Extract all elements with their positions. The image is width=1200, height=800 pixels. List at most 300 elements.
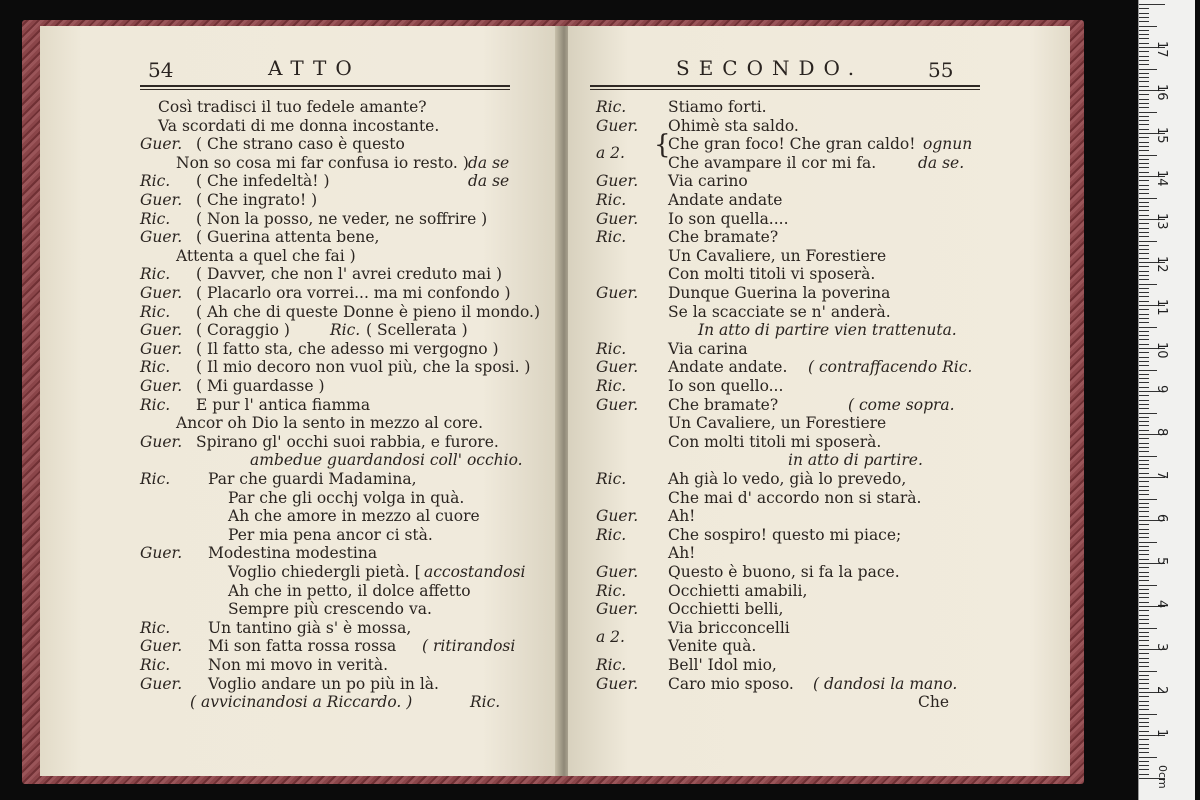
ruler-number: 11 <box>1154 299 1169 316</box>
ruler-tick <box>1139 503 1149 504</box>
stage-direction: ( dandosi la mano. <box>813 674 958 693</box>
ruler-tick <box>1139 507 1149 508</box>
speaker-label: Ric. <box>140 656 171 674</box>
verse-line: Mi son fatta rossa rossa <box>208 637 397 656</box>
left-header-rule <box>140 85 510 90</box>
verse-line: Non mi movo in verità. <box>208 656 388 674</box>
ruler-tick <box>1139 585 1157 586</box>
ruler-tick <box>1139 296 1149 297</box>
speaker-label: Ric. <box>596 228 627 247</box>
ruler-tick <box>1139 619 1149 620</box>
verse-line: Voglio chiedergli pietà. [ <box>228 563 421 581</box>
speaker-label: Ric. <box>140 209 171 228</box>
verse-line: Che mai d' accordo non si starà. <box>668 488 922 507</box>
speaker-label: Guer. <box>140 228 183 247</box>
speaker-label: Ric. <box>596 525 627 544</box>
verse-line: Bell' Idol mio, <box>668 656 777 674</box>
ruler-tick <box>1139 593 1149 594</box>
ruler-tick <box>1139 365 1149 366</box>
ruler-tick <box>1139 769 1149 770</box>
ruler-number: 4 <box>1154 600 1169 609</box>
speaker-label: Guer. <box>140 637 183 656</box>
ruler-tick <box>1139 731 1149 732</box>
speaker-label: Ric. <box>596 98 627 116</box>
verse-line: Par che gli occhj volga in quà. <box>228 488 465 507</box>
ruler-tick <box>1139 408 1149 409</box>
speaker-label: Guer. <box>140 284 183 302</box>
ruler-tick <box>1139 112 1157 113</box>
ruler-tick <box>1139 382 1149 383</box>
ruler-tick <box>1139 17 1149 18</box>
speaker-label: Guer. <box>140 674 183 693</box>
speaker-label: Ric. <box>596 581 627 600</box>
verse-line: ( Che ingrato! ) <box>196 191 318 209</box>
ruler-tick <box>1139 537 1149 538</box>
ruler-tick <box>1139 683 1149 684</box>
ruler-tick <box>1139 494 1149 495</box>
speaker-label: Guer. <box>140 191 183 209</box>
ruler-number: 10 <box>1154 342 1169 359</box>
ruler-tick <box>1139 580 1149 581</box>
ruler-tick <box>1139 765 1149 766</box>
stage-direction: ( ritirandosi <box>422 637 516 656</box>
verse-line: ( Che strano caso è questo <box>196 135 405 154</box>
ruler-tick <box>1139 658 1149 659</box>
verse-line: Via bricconcelli <box>668 618 790 637</box>
ruler-number: 13 <box>1154 213 1169 230</box>
ruler-tick <box>1139 81 1149 82</box>
ruler-tick <box>1139 245 1149 246</box>
verse-line: Un tantino già s' è mossa, <box>208 618 412 637</box>
verse-line: Che bramate? <box>668 395 779 414</box>
ruler-tick <box>1139 275 1149 276</box>
verse-line: Non so cosa mi far confusa io resto. ) <box>176 153 469 172</box>
ruler-tick <box>1139 236 1149 237</box>
speaker-label: Ric. <box>140 265 171 284</box>
ruler-tick <box>1139 318 1149 319</box>
ruler-tick <box>1139 718 1149 719</box>
speaker-label: Ric. <box>596 191 627 209</box>
ruler-tick <box>1139 774 1149 775</box>
ruler-tick <box>1139 464 1149 465</box>
ruler-tick <box>1139 223 1149 224</box>
verse-line: Ah! <box>668 507 696 526</box>
stage-direction: ( come sopra. <box>848 395 955 414</box>
verse-line: ( Placarlo ora vorrei... ma mi confondo ) <box>196 284 511 302</box>
ruler-tick <box>1139 60 1149 61</box>
ruler-tick <box>1139 524 1149 525</box>
ruler-tick <box>1139 387 1149 388</box>
ruler-tick <box>1139 34 1149 35</box>
speaker-label: Guer. <box>140 321 183 340</box>
ruler-tick <box>1139 430 1149 431</box>
speaker-label: Guer. <box>140 432 183 451</box>
verse-line: ( Davver, che non l' avrei creduto mai ) <box>196 265 503 284</box>
ruler-unit-label: 0cm <box>1156 765 1169 789</box>
verse-line: Ancor oh Dio la sento in mezzo al core. <box>176 414 484 433</box>
verse-line: Ah! <box>668 544 696 563</box>
ruler-tick <box>1139 167 1149 168</box>
verse-line: Attenta a quel che fai ) <box>176 246 356 265</box>
ruler-tick <box>1139 374 1149 375</box>
verse-line: Io son quella.... <box>668 209 789 228</box>
verse-line: Modestina modestina <box>208 544 378 563</box>
ruler-tick <box>1139 615 1149 616</box>
ruler-tick <box>1139 69 1157 70</box>
verse-line: Un Cavaliere, un Forestiere <box>668 246 887 265</box>
ruler-tick <box>1139 679 1149 680</box>
ruler-tick <box>1139 86 1149 87</box>
ruler-tick <box>1139 640 1149 641</box>
ruler-tick <box>1139 490 1149 491</box>
verse-line: Che <box>918 693 950 712</box>
speaker-label: Guer. <box>596 507 639 526</box>
ruler-tick <box>1139 4 1165 5</box>
ruler-tick <box>1139 486 1149 487</box>
verse-line: Che gran foco! Che gran caldo! <box>668 135 916 154</box>
verse-line: Io son quello... <box>668 377 784 395</box>
ruler-tick <box>1139 344 1149 345</box>
verse-line: Dunque Guerina la poverina <box>668 284 891 302</box>
ruler-tick <box>1139 150 1149 151</box>
verse-line: Stiamo forti. <box>668 98 767 116</box>
speaker-label: Guer. <box>140 377 183 395</box>
ruler-tick <box>1139 516 1149 517</box>
ruler-tick <box>1139 395 1149 396</box>
verse-line: Ah che amore in mezzo al cuore <box>228 507 480 526</box>
ruler-tick <box>1139 361 1149 362</box>
ruler-tick <box>1139 107 1149 108</box>
ruler-tick <box>1139 8 1149 9</box>
ruler-tick <box>1139 696 1149 697</box>
ruler-number: 3 <box>1154 643 1169 652</box>
right-header-rule <box>590 85 980 90</box>
ruler-tick <box>1139 413 1157 414</box>
ruler-tick <box>1139 56 1149 57</box>
ruler-tick <box>1139 404 1149 405</box>
verse-line: Così tradisci il tuo fedele amante? <box>158 98 427 116</box>
ruler-tick <box>1139 752 1149 753</box>
left-running-header: ATTO <box>268 56 361 80</box>
speaker-label: Ric. <box>140 395 171 414</box>
ruler-tick <box>1139 137 1149 138</box>
ruler-tick <box>1139 288 1149 289</box>
speaker-label: a 2. <box>596 627 625 646</box>
ruler-tick <box>1139 456 1157 457</box>
verse-line: Che bramate? <box>668 228 779 247</box>
ruler-tick <box>1139 159 1149 160</box>
ruler-tick <box>1139 266 1149 267</box>
ruler-tick <box>1139 279 1149 280</box>
ruler-tick <box>1139 460 1149 461</box>
verse-line: Un Cavaliere, un Forestiere <box>668 414 887 433</box>
ruler-tick <box>1139 567 1149 568</box>
ruler-tick <box>1139 43 1149 44</box>
verse-line: Per mia pena ancor ci stà. <box>228 525 433 544</box>
ruler-number: 15 <box>1154 127 1169 144</box>
ruler-number: 9 <box>1154 385 1169 394</box>
ruler-tick <box>1139 602 1149 603</box>
ruler-tick <box>1139 292 1149 293</box>
ruler-tick <box>1139 632 1149 633</box>
verse-line: Con molti titoli vi sposerà. <box>668 265 876 284</box>
left-page-number: 54 <box>148 58 174 82</box>
speaker-label: Ric. <box>140 172 171 191</box>
verse-line: Via carino <box>668 172 748 191</box>
ruler-tick <box>1139 189 1149 190</box>
ruler-number: 16 <box>1154 84 1169 101</box>
ruler-number: 14 <box>1154 170 1169 187</box>
speaker-label: Ric. <box>140 470 171 488</box>
ruler-tick <box>1139 258 1149 259</box>
ruler-tick <box>1139 26 1157 27</box>
speaker-label: Guer. <box>596 284 639 302</box>
ruler-tick <box>1139 284 1157 285</box>
speaker-label: Guer. <box>596 563 639 581</box>
speaker-label: Guer. <box>596 116 639 135</box>
ruler-tick <box>1139 739 1149 740</box>
ruler-tick <box>1139 610 1149 611</box>
verse-line: Caro mio sposo. <box>668 674 794 693</box>
ruler-tick <box>1139 232 1149 233</box>
ruler-tick <box>1139 155 1157 156</box>
ruler-tick <box>1139 628 1157 629</box>
ruler-tick <box>1139 73 1149 74</box>
ruler-tick <box>1139 451 1149 452</box>
ruler-number: 6 <box>1154 514 1169 523</box>
ruler-tick <box>1139 636 1149 637</box>
ruler-number: 8 <box>1154 428 1169 437</box>
verse-line: Ah già lo vedo, già lo prevedo, <box>668 470 907 488</box>
ruler-tick <box>1139 473 1149 474</box>
speaker-label: Ric. <box>140 358 171 377</box>
ruler-tick <box>1139 542 1157 543</box>
verse-line: E pur l' antica fiamma <box>196 395 371 414</box>
ruler-tick <box>1139 357 1149 358</box>
speaker-label: Guer. <box>140 544 183 563</box>
speaker-label: Ric. <box>596 470 627 488</box>
verse-line: ( Guerina attenta bene, <box>196 228 380 247</box>
ruler-tick <box>1139 757 1157 758</box>
verse-line: Occhietti belli, <box>668 600 784 619</box>
ruler-tick <box>1139 129 1149 130</box>
ruler-tick <box>1139 671 1157 672</box>
stage-direction: da se <box>468 172 510 191</box>
ruler-tick <box>1139 572 1149 573</box>
verse-line: Con molti titoli mi sposerà. <box>668 432 882 451</box>
ruler-number: 1 <box>1154 729 1169 738</box>
ruler-tick <box>1139 103 1149 104</box>
stage-direction: ( contraffacendo Ric. <box>808 358 973 377</box>
ruler-tick <box>1139 215 1149 216</box>
ruler-tick <box>1139 761 1149 762</box>
verse-line: ambedue guardandosi coll' occhio. <box>250 451 523 470</box>
speaker-label: Ric. <box>330 321 361 340</box>
ruler-tick <box>1139 172 1149 173</box>
ruler-tick <box>1139 309 1149 310</box>
verse-line: Ah che in petto, il dolce affetto <box>228 581 471 600</box>
ruler-tick <box>1139 210 1149 211</box>
verse-line: ( Non la posso, ne veder, ne soffrire ) <box>196 209 488 228</box>
ruler-tick <box>1139 499 1157 500</box>
ruler-tick <box>1139 206 1149 207</box>
ruler-tick <box>1139 335 1149 336</box>
speaker-label: Ric. <box>596 377 627 395</box>
ruler-tick <box>1139 271 1149 272</box>
ruler-tick <box>1139 443 1149 444</box>
verse-line: ( Il fatto sta, che adesso mi vergogno ) <box>196 339 499 358</box>
verse-line: Andate andate <box>668 191 783 209</box>
ruler-tick <box>1139 533 1149 534</box>
ruler-tick <box>1139 378 1149 379</box>
ruler-tick <box>1139 468 1149 469</box>
speaker-label: Ric. <box>596 339 627 358</box>
speaker-label: Guer. <box>596 209 639 228</box>
ruler-tick <box>1139 301 1149 302</box>
ruler-tick <box>1139 94 1149 95</box>
speaker-label: Ric. <box>596 656 627 674</box>
stage-direction: ognun <box>923 135 973 154</box>
ruler-tick <box>1139 645 1149 646</box>
ruler-tick <box>1139 64 1149 65</box>
ruler-tick <box>1139 701 1149 702</box>
ruler-number: 7 <box>1154 471 1169 480</box>
ruler-tick <box>1139 314 1149 315</box>
ruler-tick <box>1139 554 1149 555</box>
verse-line: Che sospiro! questo mi piace; <box>668 525 902 544</box>
ruler-tick <box>1139 438 1149 439</box>
ruler-tick <box>1139 589 1149 590</box>
speaker-label: Guer. <box>596 600 639 619</box>
verse-line: Questo è buono, si fa la pace. <box>668 563 900 581</box>
right-page <box>568 26 1070 776</box>
ruler-number: 2 <box>1154 686 1169 695</box>
ruler-tick <box>1139 193 1149 194</box>
verse-line: in atto di partire. <box>788 451 923 470</box>
verse-line: Se la scacciate se n' anderà. <box>668 302 891 321</box>
ruler-tick <box>1139 511 1149 512</box>
ruler-tick <box>1139 327 1157 328</box>
ruler-tick <box>1139 202 1149 203</box>
stage-direction: da se <box>468 153 510 172</box>
verse-line: Va scordati di me donna incostante. <box>158 116 440 135</box>
verse-line: ( Mi guardasse ) <box>196 377 325 395</box>
speaker-label: Guer. <box>140 339 183 358</box>
ruler-tick <box>1139 400 1149 401</box>
ruler-tick <box>1139 77 1149 78</box>
ruler-tick <box>1139 529 1149 530</box>
speaker-label: Guer. <box>596 395 639 414</box>
ruler-tick <box>1139 417 1149 418</box>
ruler-tick <box>1139 744 1149 745</box>
stage-direction: accostandosi <box>424 563 526 581</box>
open-book <box>40 26 1070 776</box>
ruler-tick <box>1139 481 1149 482</box>
ruler-tick <box>1139 21 1149 22</box>
ruler-tick <box>1139 331 1149 332</box>
ruler-tick <box>1139 51 1149 52</box>
ruler-tick <box>1139 30 1149 31</box>
ruler-tick <box>1139 99 1149 100</box>
speaker-label: Guer. <box>596 172 639 191</box>
verse-line: Venite quà. <box>668 637 757 656</box>
verse-line: ( Ah che di queste Donne è pieno il mondo.) <box>196 302 541 321</box>
ruler-tick <box>1139 13 1149 14</box>
ruler-tick <box>1139 116 1149 117</box>
verse-line: ( avvicinandosi a Riccardo. ) <box>190 693 413 712</box>
verse-line: Ohimè sta saldo. <box>668 116 799 135</box>
ruler-tick <box>1139 425 1149 426</box>
ruler-tick <box>1139 623 1149 624</box>
ruler-tick <box>1139 185 1149 186</box>
verse-line: ( Che infedeltà! ) <box>196 172 330 191</box>
right-page-number: 55 <box>928 58 954 82</box>
ruler-tick <box>1139 146 1149 147</box>
ruler-tick <box>1139 688 1149 689</box>
ruler-tick <box>1139 198 1157 199</box>
ruler-tick <box>1139 322 1149 323</box>
ruler-tick <box>1139 748 1149 749</box>
ruler-tick <box>1139 722 1149 723</box>
ruler-tick <box>1139 142 1149 143</box>
ruler-tick <box>1139 124 1149 125</box>
brace-icon: { <box>654 130 671 161</box>
verse-line: Par che guardi Madamina, <box>208 470 417 488</box>
ruler-tick <box>1139 597 1149 598</box>
verse-line: Andate andate. <box>668 358 788 377</box>
ruler-tick <box>1139 38 1149 39</box>
verse-line: ( Coraggio ) <box>196 321 290 340</box>
speaker-label: Guer. <box>596 358 639 377</box>
speaker-label: Ric. <box>140 302 171 321</box>
ruler-tick <box>1139 675 1149 676</box>
ruler-tick <box>1139 421 1149 422</box>
ruler-tick <box>1139 249 1149 250</box>
verse-line: Che avampare il cor mi fa. <box>668 153 877 172</box>
ruler-tick <box>1139 559 1149 560</box>
verse-line: ( Il mio decoro non vuol più, che la sposi. ) <box>196 358 531 377</box>
ruler-tick <box>1139 550 1149 551</box>
ruler-tick <box>1139 163 1149 164</box>
speaker-label: Guer. <box>140 135 183 154</box>
ruler-tick <box>1139 447 1149 448</box>
ruler-tick <box>1139 352 1149 353</box>
ruler-tick <box>1139 662 1149 663</box>
ruler-tick <box>1139 653 1149 654</box>
ruler-number: 12 <box>1154 256 1169 273</box>
speaker-label: Ric. <box>140 618 171 637</box>
ruler-tick <box>1139 339 1149 340</box>
ruler-tick <box>1139 714 1157 715</box>
verse-line: Sempre più crescendo va. <box>228 600 432 619</box>
ruler-tick <box>1139 546 1149 547</box>
verse-line: In atto di partire vien trattenuta. <box>698 321 957 340</box>
ruler-tick <box>1139 705 1149 706</box>
verse-line: Via carina <box>668 339 748 358</box>
stage-direction: da se. <box>918 153 965 172</box>
ruler-tick <box>1139 228 1149 229</box>
ruler-tick <box>1139 253 1149 254</box>
ruler-number: 17 <box>1154 41 1169 58</box>
speaker-label: a 2. <box>596 144 625 163</box>
verse-line: Spirano gl' occhi suoi rabbia, e furore. <box>196 432 499 451</box>
verse-line: ( Scellerata ) <box>366 321 468 340</box>
ruler-tick <box>1139 726 1149 727</box>
measurement-ruler <box>1138 0 1195 800</box>
ruler-tick <box>1139 709 1149 710</box>
ruler-tick <box>1139 180 1149 181</box>
ruler-tick <box>1139 370 1157 371</box>
